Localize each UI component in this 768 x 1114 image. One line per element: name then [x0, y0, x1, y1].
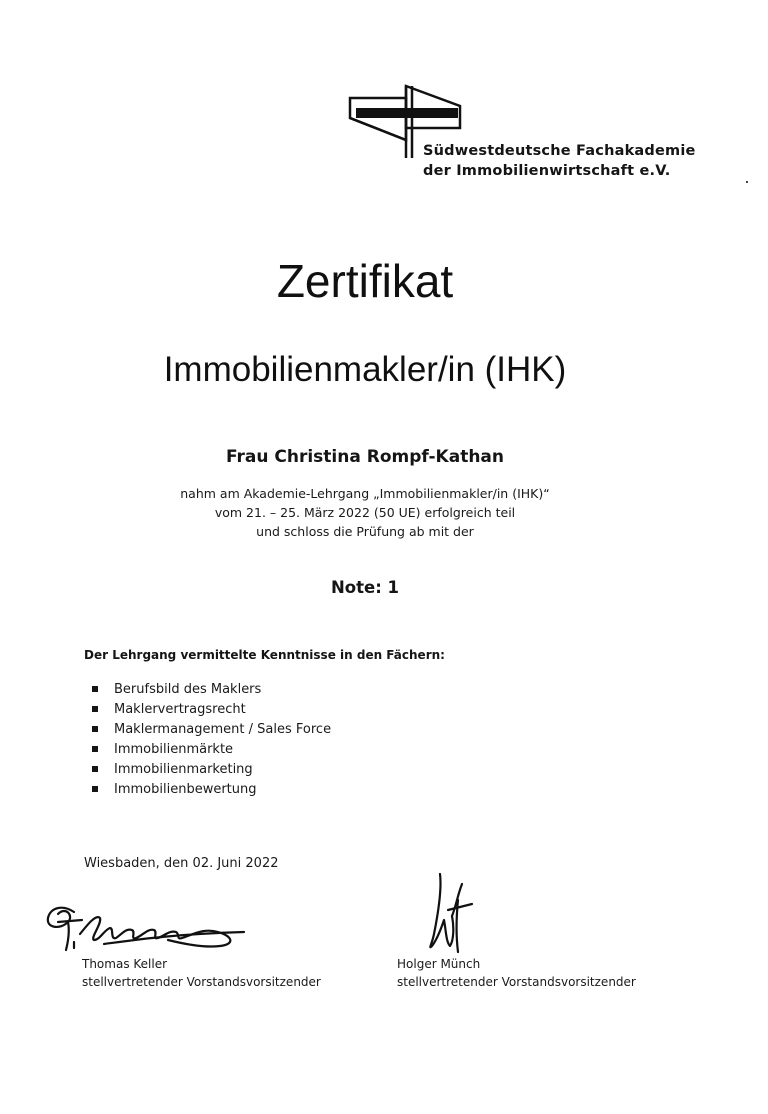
- signatory-name: Thomas Keller: [82, 957, 168, 971]
- body-line-3: und schloss die Prüfung ab mit der: [256, 524, 474, 539]
- subject-label: Immobilienmarketing: [114, 762, 253, 777]
- list-item: [92, 740, 331, 760]
- list-item: [92, 780, 331, 800]
- signatory-role: stellvertretender Vorstandsvorsitzender: [82, 975, 321, 989]
- certificate-body: [0, 484, 730, 541]
- subject-label: Immobilienbewertung: [114, 782, 257, 797]
- signatory-role: stellvertretender Vorstandsvorsitzender: [397, 975, 636, 989]
- signatory-left: [82, 955, 321, 991]
- signature-thomas-keller: [44, 894, 254, 958]
- organization-name-line-1: Südwestdeutsche Fachakademie: [423, 143, 696, 159]
- subject-label: Maklervertragsrecht: [114, 702, 246, 717]
- subject-label: Maklermanagement / Sales Force: [114, 722, 332, 737]
- body-line-2: vom 21. – 25. März 2022 (50 UE) erfolgreich teil: [214, 505, 516, 520]
- subject-label: Immobilienmärkte: [114, 742, 234, 757]
- list-item: [92, 760, 331, 780]
- list-item: [92, 720, 331, 740]
- bullet-icon: [92, 766, 98, 772]
- subjects-list: [92, 680, 331, 800]
- bullet-icon: [92, 746, 98, 752]
- certificate-subtitle: Immobilienmakler/in (IHK): [163, 350, 567, 389]
- signature-holger-muench: [418, 870, 478, 956]
- subjects-heading: Der Lehrgang vermittelte Kenntnisse in den Fächern:: [84, 648, 445, 662]
- bullet-icon: [92, 786, 98, 792]
- bullet-icon: [92, 686, 98, 692]
- subject-label: Berufsbild des Maklers: [114, 682, 262, 697]
- place-and-date: Wiesbaden, den 02. Juni 2022: [84, 856, 279, 871]
- list-item: [92, 700, 331, 720]
- signatory-name: Holger Münch: [397, 957, 481, 971]
- recipient-name: Frau Christina Rompf-Kathan: [225, 447, 504, 467]
- bullet-icon: [92, 706, 98, 712]
- list-item: [92, 680, 331, 700]
- body-line-1: nahm am Akademie-Lehrgang „Immobilienmakler/in (IHK)“: [180, 486, 550, 501]
- scan-speck: [746, 181, 748, 183]
- signatory-right: [397, 955, 636, 991]
- grade: Note: 1: [330, 578, 400, 597]
- certificate-title: Zertifikat: [276, 255, 454, 307]
- bullet-icon: [92, 726, 98, 732]
- organization-name-line-2: der Immobilienwirtschaft e.V.: [423, 163, 671, 179]
